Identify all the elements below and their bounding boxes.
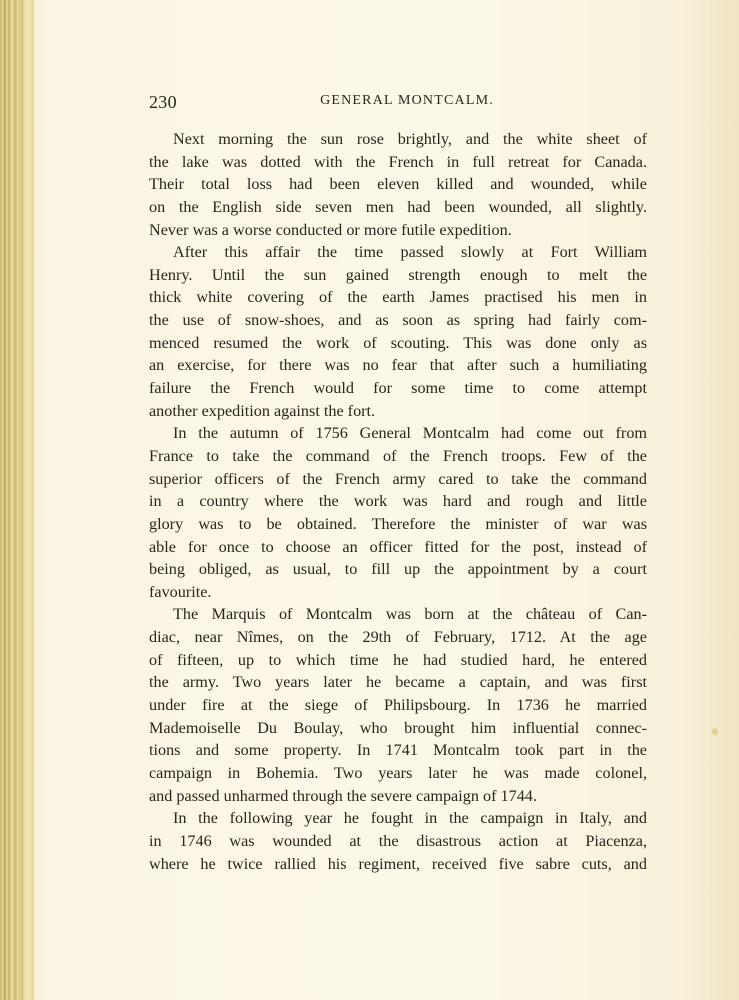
text-line: menced resumed the work of scouting. This was done only as bbox=[149, 333, 647, 352]
body-text bbox=[149, 128, 647, 875]
page-number: 230 bbox=[149, 92, 177, 112]
text-line: campaign in Bohemia. Two years later he was made colonel, bbox=[149, 763, 647, 782]
text-line: and passed unharmed through the severe campaign of 1744. bbox=[149, 786, 537, 805]
text-line: glory was to be obtained. Therefore the minister of war was bbox=[149, 514, 647, 533]
text-line: Mademoiselle Du Boulay, who brought him influential connec- bbox=[149, 718, 647, 737]
text-line: another expedition against the fort. bbox=[149, 401, 376, 420]
text-line: Their total loss had been eleven killed and wounded, while bbox=[149, 175, 647, 194]
text-line: the use of snow-shoes, and as soon as spring had fairly com- bbox=[149, 311, 647, 330]
text-line: In the autumn of 1756 General Montcalm had come out from bbox=[173, 424, 647, 443]
text-line: the lake was dotted with the French in full retreat for Canada. bbox=[149, 152, 647, 171]
text-line: being obliged, as usual, to fill up the appointment by a court bbox=[149, 560, 647, 579]
text-line: failure the French would for some time to come attempt bbox=[149, 379, 647, 398]
text-line: of fifteen, up to which time he had studied hard, he entered bbox=[149, 650, 647, 669]
paper-stain bbox=[712, 728, 718, 735]
text-line: Next morning the sun rose brightly, and the white sheet of bbox=[173, 130, 647, 148]
text-line: After this affair the time passed slowly at Fort William bbox=[173, 243, 647, 262]
running-title: GENERAL MONTCALM. bbox=[320, 93, 494, 108]
text-line: The Marquis of Montcalm was born at the château of Can- bbox=[173, 605, 647, 624]
text-line: thick white covering of the earth James practised his men in bbox=[149, 288, 647, 307]
book-binding bbox=[0, 0, 34, 1000]
text-line: tions and some property. In 1741 Montcalm took part in the bbox=[149, 741, 647, 760]
running-head bbox=[149, 92, 647, 116]
text-line: in a country where the work was hard and rough and little bbox=[149, 492, 647, 511]
text-line: able for once to choose an officer fitted for the post, instead of bbox=[149, 537, 647, 556]
text-line: superior officers of the French army cared to take the command bbox=[149, 469, 647, 488]
text-line: in 1746 was wounded at the disastrous action at Piacenza, bbox=[149, 831, 647, 850]
text-line: on the English side seven men had been wounded, all slightly. bbox=[149, 197, 647, 216]
text-line: favourite. bbox=[149, 582, 212, 601]
text-line: under fire at the siege of Philipsbourg. In 1736 he married bbox=[149, 696, 647, 715]
text-line: In the following year he fought in the campaign in Italy, and bbox=[173, 809, 647, 828]
binding-edge bbox=[22, 0, 34, 1000]
text-line: the army. Two years later he became a captain, and was first bbox=[149, 673, 647, 692]
text-line: France to take the command of the French troops. Few of the bbox=[149, 446, 647, 465]
text-line: where he twice rallied his regiment, received five sabre cuts, and bbox=[149, 854, 647, 873]
text-line: diac, near Nîmes, on the 29th of February, 1712. At the age bbox=[149, 628, 647, 647]
text-line: Henry. Until the sun gained strength enough to melt the bbox=[149, 265, 647, 284]
text-line: an exercise, for there was no fear that after such a humiliating bbox=[149, 356, 647, 375]
text-line: Never was a worse conducted or more futile expedition. bbox=[149, 220, 512, 239]
